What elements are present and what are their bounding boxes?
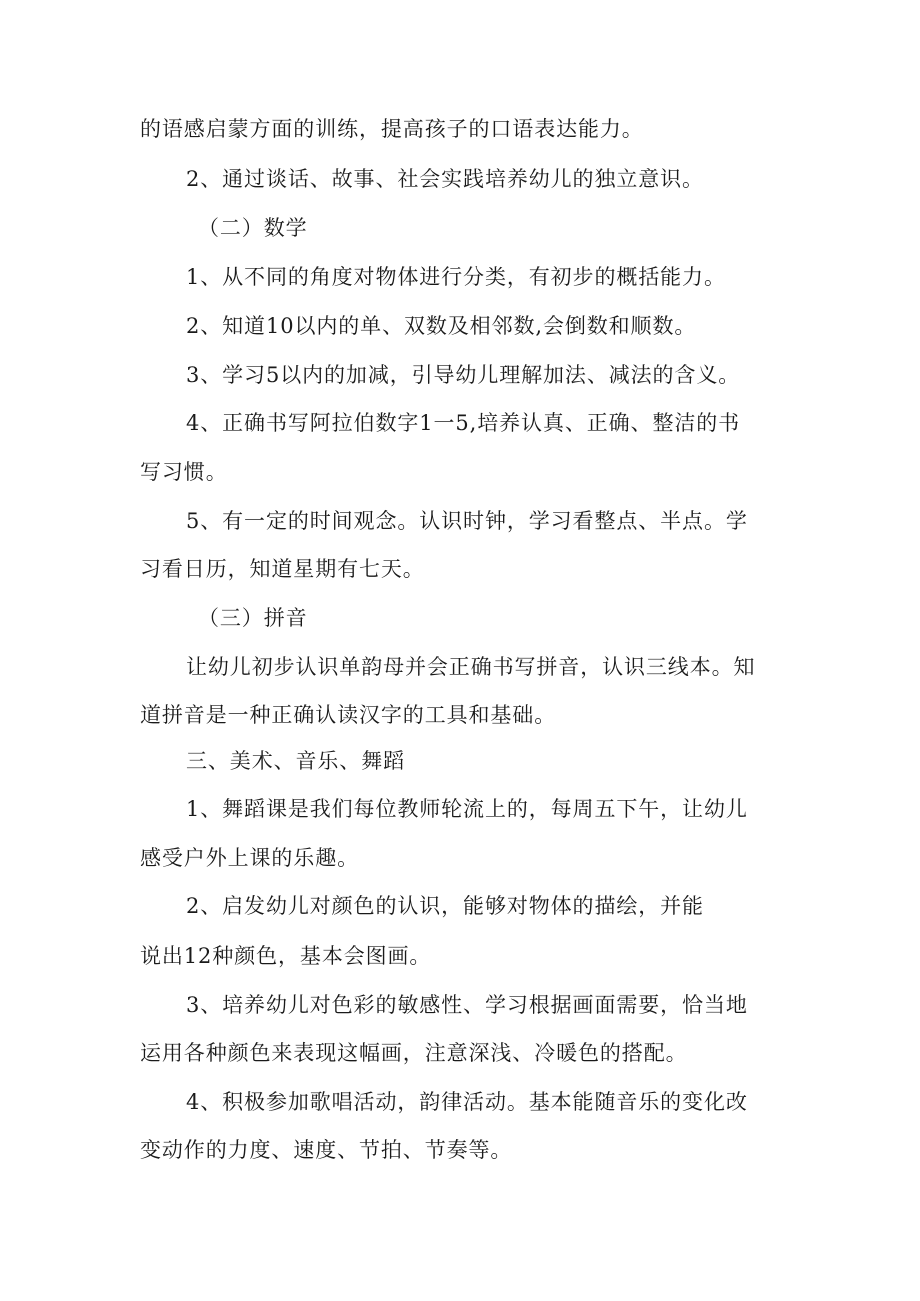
- paragraph-line: 4、正确书写阿拉伯数字1一5,培养认真、正确、整洁的书: [186, 411, 741, 435]
- paragraph-line: 2、通过谈话、故事、社会实践培养幼儿的独立意识。: [186, 167, 704, 191]
- paragraph-line: 5、有一定的时间观念。认识时钟，学习看整点、半点。学: [186, 509, 748, 533]
- paragraph-line: 让幼儿初步认识单韵母并会正确书写拼音，认识三线本。知: [186, 655, 756, 679]
- section-heading: （二）数学: [198, 216, 308, 240]
- paragraph-line: 1、从不同的角度对物体进行分类，有初步的概括能力。: [186, 265, 726, 289]
- paragraph-line: 的语感启蒙方面的训练，提高孩子的口语表达能力。: [140, 117, 644, 141]
- paragraph-line: 感受户外上课的乐趣。: [140, 846, 359, 870]
- paragraph-line: 写习惯。: [140, 460, 228, 484]
- paragraph-line: 2、知道10以内的单、双数及相邻数,会倒数和顺数。: [186, 314, 697, 338]
- section-heading: （三）拼音: [198, 606, 308, 630]
- paragraph-line: 运用各种颜色来表现这幅画，注意深浅、冷暖色的搭配。: [140, 1041, 688, 1065]
- paragraph-line: 1、舞蹈课是我们每位教师轮流上的，每周五下午，让幼儿: [186, 797, 748, 821]
- paragraph-line: 说出12种颜色，基本会图画。: [140, 944, 432, 968]
- paragraph-line: 2、启发幼儿对颜色的认识，能够对物体的描绘，并能: [186, 894, 704, 918]
- paragraph-line: 习看日历，知道星期有七天。: [140, 557, 425, 581]
- section-heading: 三、美术、音乐、舞蹈: [186, 749, 405, 773]
- paragraph-line: 3、培养幼儿对色彩的敏感性、学习根据画面需要，恰当地: [186, 993, 748, 1017]
- paragraph-line: 3、学习5以内的加减，引导幼儿理解加法、减法的含义。: [186, 363, 741, 387]
- paragraph-line: 4、积极参加歌唱活动，韵律活动。基本能随音乐的变化改: [186, 1090, 748, 1114]
- paragraph-line: 道拼音是一种正确认读汉字的工具和基础。: [140, 703, 557, 727]
- paragraph-line: 变动作的力度、速度、节拍、节奏等。: [140, 1138, 513, 1162]
